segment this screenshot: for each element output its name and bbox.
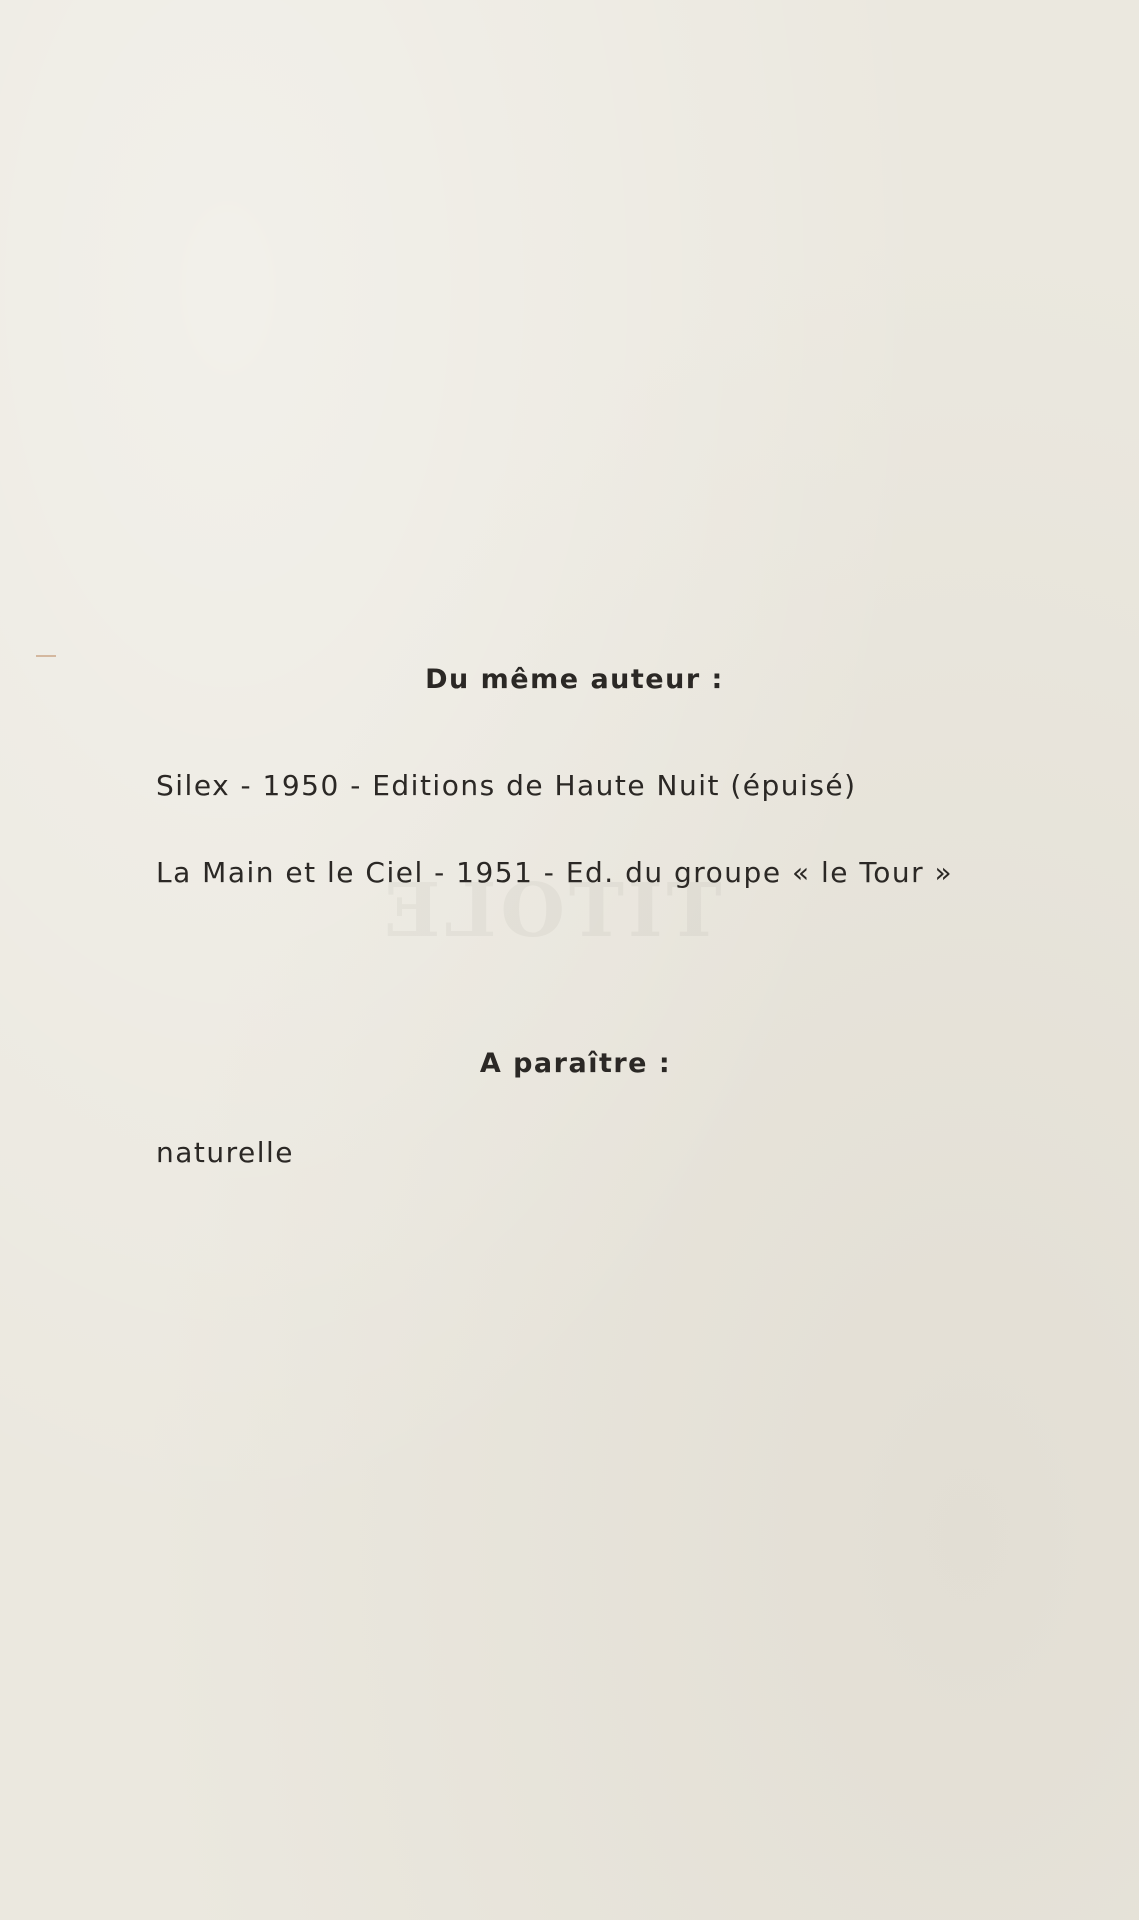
forthcoming-work: naturelle xyxy=(156,1136,295,1169)
work-silex: Silex - 1950 - Editions de Haute Nuit (épuisé) xyxy=(156,769,857,802)
work-la-main-et-le-ciel: La Main et le Ciel - 1951 - Ed. du groupe « le Tour » xyxy=(156,856,954,889)
paper-mark xyxy=(36,655,56,657)
heading-by-author: Du même auteur : xyxy=(425,664,724,695)
show-through-text: TITOLE xyxy=(380,868,722,954)
heading-forthcoming: A paraître : xyxy=(479,1048,672,1079)
